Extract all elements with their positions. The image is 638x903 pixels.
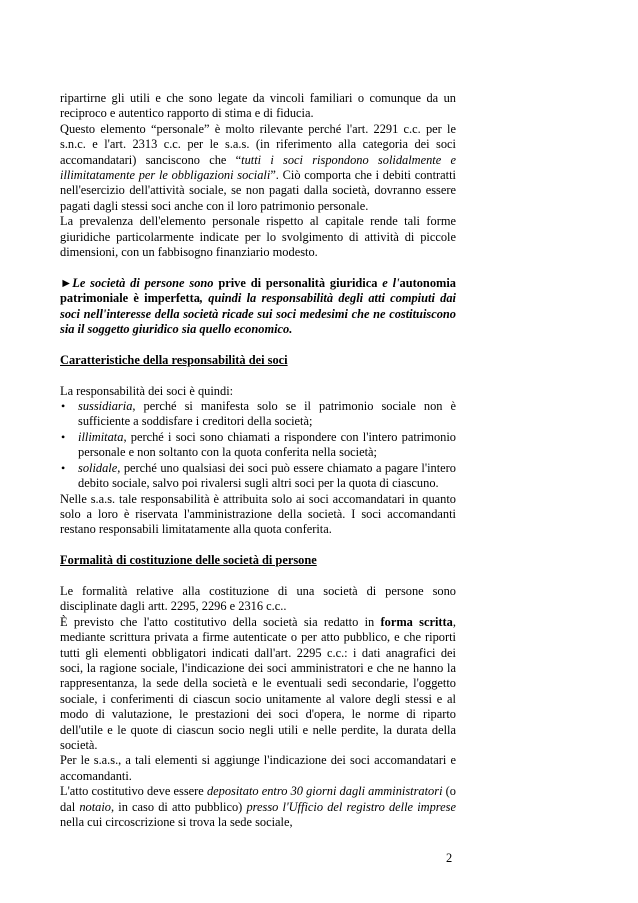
paragraph-utili: ripartirne gli utili e che sono legate da vincoli familiari o comunque da un reciproco e autentico rapporto di stima e di fiducia.: [60, 91, 456, 121]
heading-formalita: Formalità di costituzione delle società di persone: [60, 553, 317, 568]
heading-caratteristiche: Caratteristiche della responsabilità dei soci: [60, 352, 288, 367]
text-run: ”. Ciò comporta che i debiti contratti nell'esercizio dell'attività sociale, se non pagati dalla società, dovranno essere pagati dagli stessi soci anche con il loro patrimonio personale.: [60, 168, 456, 213]
text-run: (o dal: [60, 784, 457, 814]
paragraph-elemento-personale: [60, 122, 456, 214]
page-number: 2: [446, 851, 453, 865]
paragraph-sas-elementi: Per le s.a.s., a tali elementi si aggiunge l'indicazione dei soci accomandatari e accomandanti.: [60, 753, 456, 783]
text-run: , mediante scrittura privata a firme autenticate o per atto pubblico, e che riporti tutti gli elementi obbligatori indicati dall'art. 2295 c.c.: i dati anagrafici dei soci, la ragione sociale, l'indicazione dei soci amministratori e che ne hanno la rappresentanza, la sede della società e le eventuali sedi secondarie, l'oggetto sociale, i conferimenti di ciascun socio unitamente al valore degli stessi e al modo di valutazione, le prestazioni dei soci d'opera, le norme di riparto dell'utile e le quote di ciascun socio negli utili e nelle perdite, la durata della società.: [60, 614, 456, 752]
page-content: [60, 91, 456, 830]
list-text: , perché uno qualsiasi dei soci può essere chiamato a pagare l'intero debito sociale, salvo poi rivalersi sugli altri soci per la quota di ciascuno.: [78, 460, 456, 491]
spacer: [60, 368, 456, 383]
list-item: [60, 430, 456, 461]
arrow-marker-icon: ►: [60, 275, 73, 290]
text-run: , quindi la responsabilità degli atti compiuti dai soci nell'interesse della società ricade sui soci medesimi che ne costituiscono sia il soggetto giuridico sia quello economico.: [60, 291, 456, 337]
spacer: [60, 569, 456, 584]
paragraph-sas: Nelle s.a.s. tale responsabilità è attribuita solo ai soci accomandatari in quanto solo a loro è riservata l'amministrazione della società. I soci accomandanti restano responsabili limitatamente alla quota conferita.: [60, 491, 456, 537]
paragraph-atto-costitutivo: [60, 615, 456, 754]
bullet-icon: •: [61, 460, 66, 475]
responsibility-list: [60, 399, 456, 491]
paragraph-formalita: Le formalità relative alla costituzione di una società di persone sono disciplinate dagli artt. 2295, 2296 e 2316 c.c..: [60, 583, 456, 614]
paragraph-responsabilita-intro: La responsabilità dei soci è quindi:: [60, 383, 234, 398]
text-run: È previsto che l'atto costitutivo della società sia redatto in: [60, 614, 381, 629]
text-run: prive di personalità giuridica: [213, 275, 383, 290]
list-text: , perché si manifesta solo se il patrimonio sociale non è sufficiente a soddisfare i creditori della società;: [78, 399, 456, 429]
list-term: solidale: [78, 460, 118, 475]
spacer: [60, 337, 456, 352]
bullet-icon: •: [61, 429, 66, 444]
list-term: sussidiaria: [78, 399, 133, 414]
list-item: [60, 461, 456, 492]
text-run: presso l'Ufficio del registro delle imprese: [246, 799, 456, 814]
paragraph-deposito: [60, 784, 456, 830]
text-run: e l': [382, 275, 400, 290]
quoted-rule: tutti i soci rispondono solidalmente e illimitatamente per le obbligazioni sociali: [60, 152, 456, 183]
text-run: , in caso di atto pubblico): [110, 799, 247, 814]
text-run: notaio: [79, 799, 111, 814]
paragraph-prevalenza: La prevalenza dell'elemento personale rispetto al capitale rende tali forme giuridiche particolarmente indicate per lo svolgimento di attività di piccole dimensioni, con un fabbisogno finanziario modesto.: [60, 214, 456, 260]
text-run: nella cui circoscrizione si trova la sede sociale,: [60, 815, 293, 830]
list-term: illimitata: [78, 429, 124, 444]
text-run: Le società di persone sono: [72, 275, 214, 290]
text-run: depositato entro 30 giorni dagli amministratori: [206, 784, 443, 799]
text-run: L'atto costitutivo deve essere: [60, 784, 207, 799]
spacer: [60, 538, 456, 553]
paragraph-personalita-giuridica: [60, 276, 456, 338]
text-run: autonomia patrimoniale è imperfetta: [60, 275, 456, 306]
list-text: , perché i soci sono chiamati a rispondere con l'intero patrimonio personale e non soltanto con la quota conferita nella società;: [78, 429, 456, 460]
bullet-icon: •: [61, 399, 66, 414]
spacer: [60, 260, 456, 275]
text-run: Questo elemento “personale” è molto rilevante perché l'art. 2291 c.c. per le s.n.c. e l'art. 2313 c.c. per le s.a.s. (in riferimento alla categoria dei soci accomandatari) sanciscono che “: [60, 121, 456, 167]
list-item: [60, 399, 456, 430]
text-run: forma scritta: [380, 614, 453, 629]
